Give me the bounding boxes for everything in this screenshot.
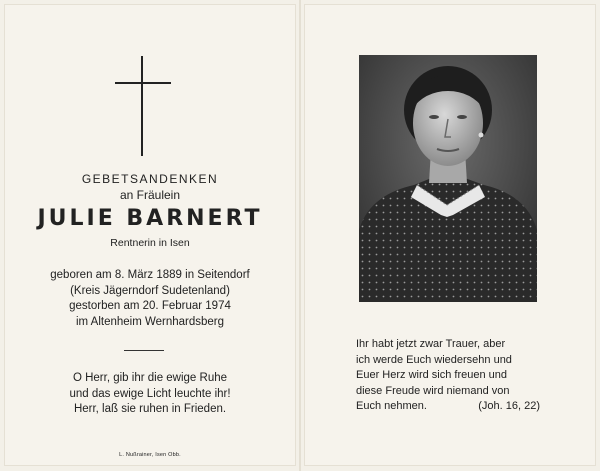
verse-last-line — [356, 399, 540, 415]
bio-line: (Kreis Jägerndorf Sudetenland) — [70, 284, 230, 297]
prayer — [0, 371, 300, 418]
bio-line: gestorben am 20. Februar 1974 — [69, 300, 231, 312]
verse-line: Euer Herz wird sich freuen und — [356, 369, 508, 381]
verse-citation: (Joh. 16, 22) — [478, 400, 540, 412]
prayer-line: Herr, laß sie ruhen in Frieden. — [73, 403, 227, 415]
occupation: Rentnerin in Isen — [110, 237, 190, 249]
verse-line: Ihr habt jetzt zwar Trauer, aber — [356, 338, 506, 350]
cross-icon — [115, 56, 171, 156]
portrait-photo — [359, 55, 537, 302]
divider — [124, 350, 164, 351]
prayer-line: und das ewige Licht leuchte ihr! — [69, 387, 231, 400]
biography — [0, 268, 300, 330]
heading: GEBETSANDENKEN — [81, 172, 219, 186]
salutation: an Fräulein — [119, 188, 181, 202]
verse-line: diese Freude wird niemand von — [356, 384, 510, 397]
prayer-line: O Herr, gib ihr die ewige Ruhe — [72, 372, 228, 384]
printer-credit: L. Nußrainer, Isen Obb. — [119, 452, 181, 458]
bible-verse — [356, 337, 540, 415]
verse-line: ich werde Euch wiedersehn und — [356, 353, 512, 366]
verse-line: Euch nehmen. — [356, 400, 427, 412]
bio-line: im Altenheim Wernhardsberg — [75, 315, 225, 328]
deceased-name: JULIE BARNERT — [37, 206, 263, 231]
bio-line: geboren am 8. März 1889 in Seitendorf — [50, 269, 250, 281]
